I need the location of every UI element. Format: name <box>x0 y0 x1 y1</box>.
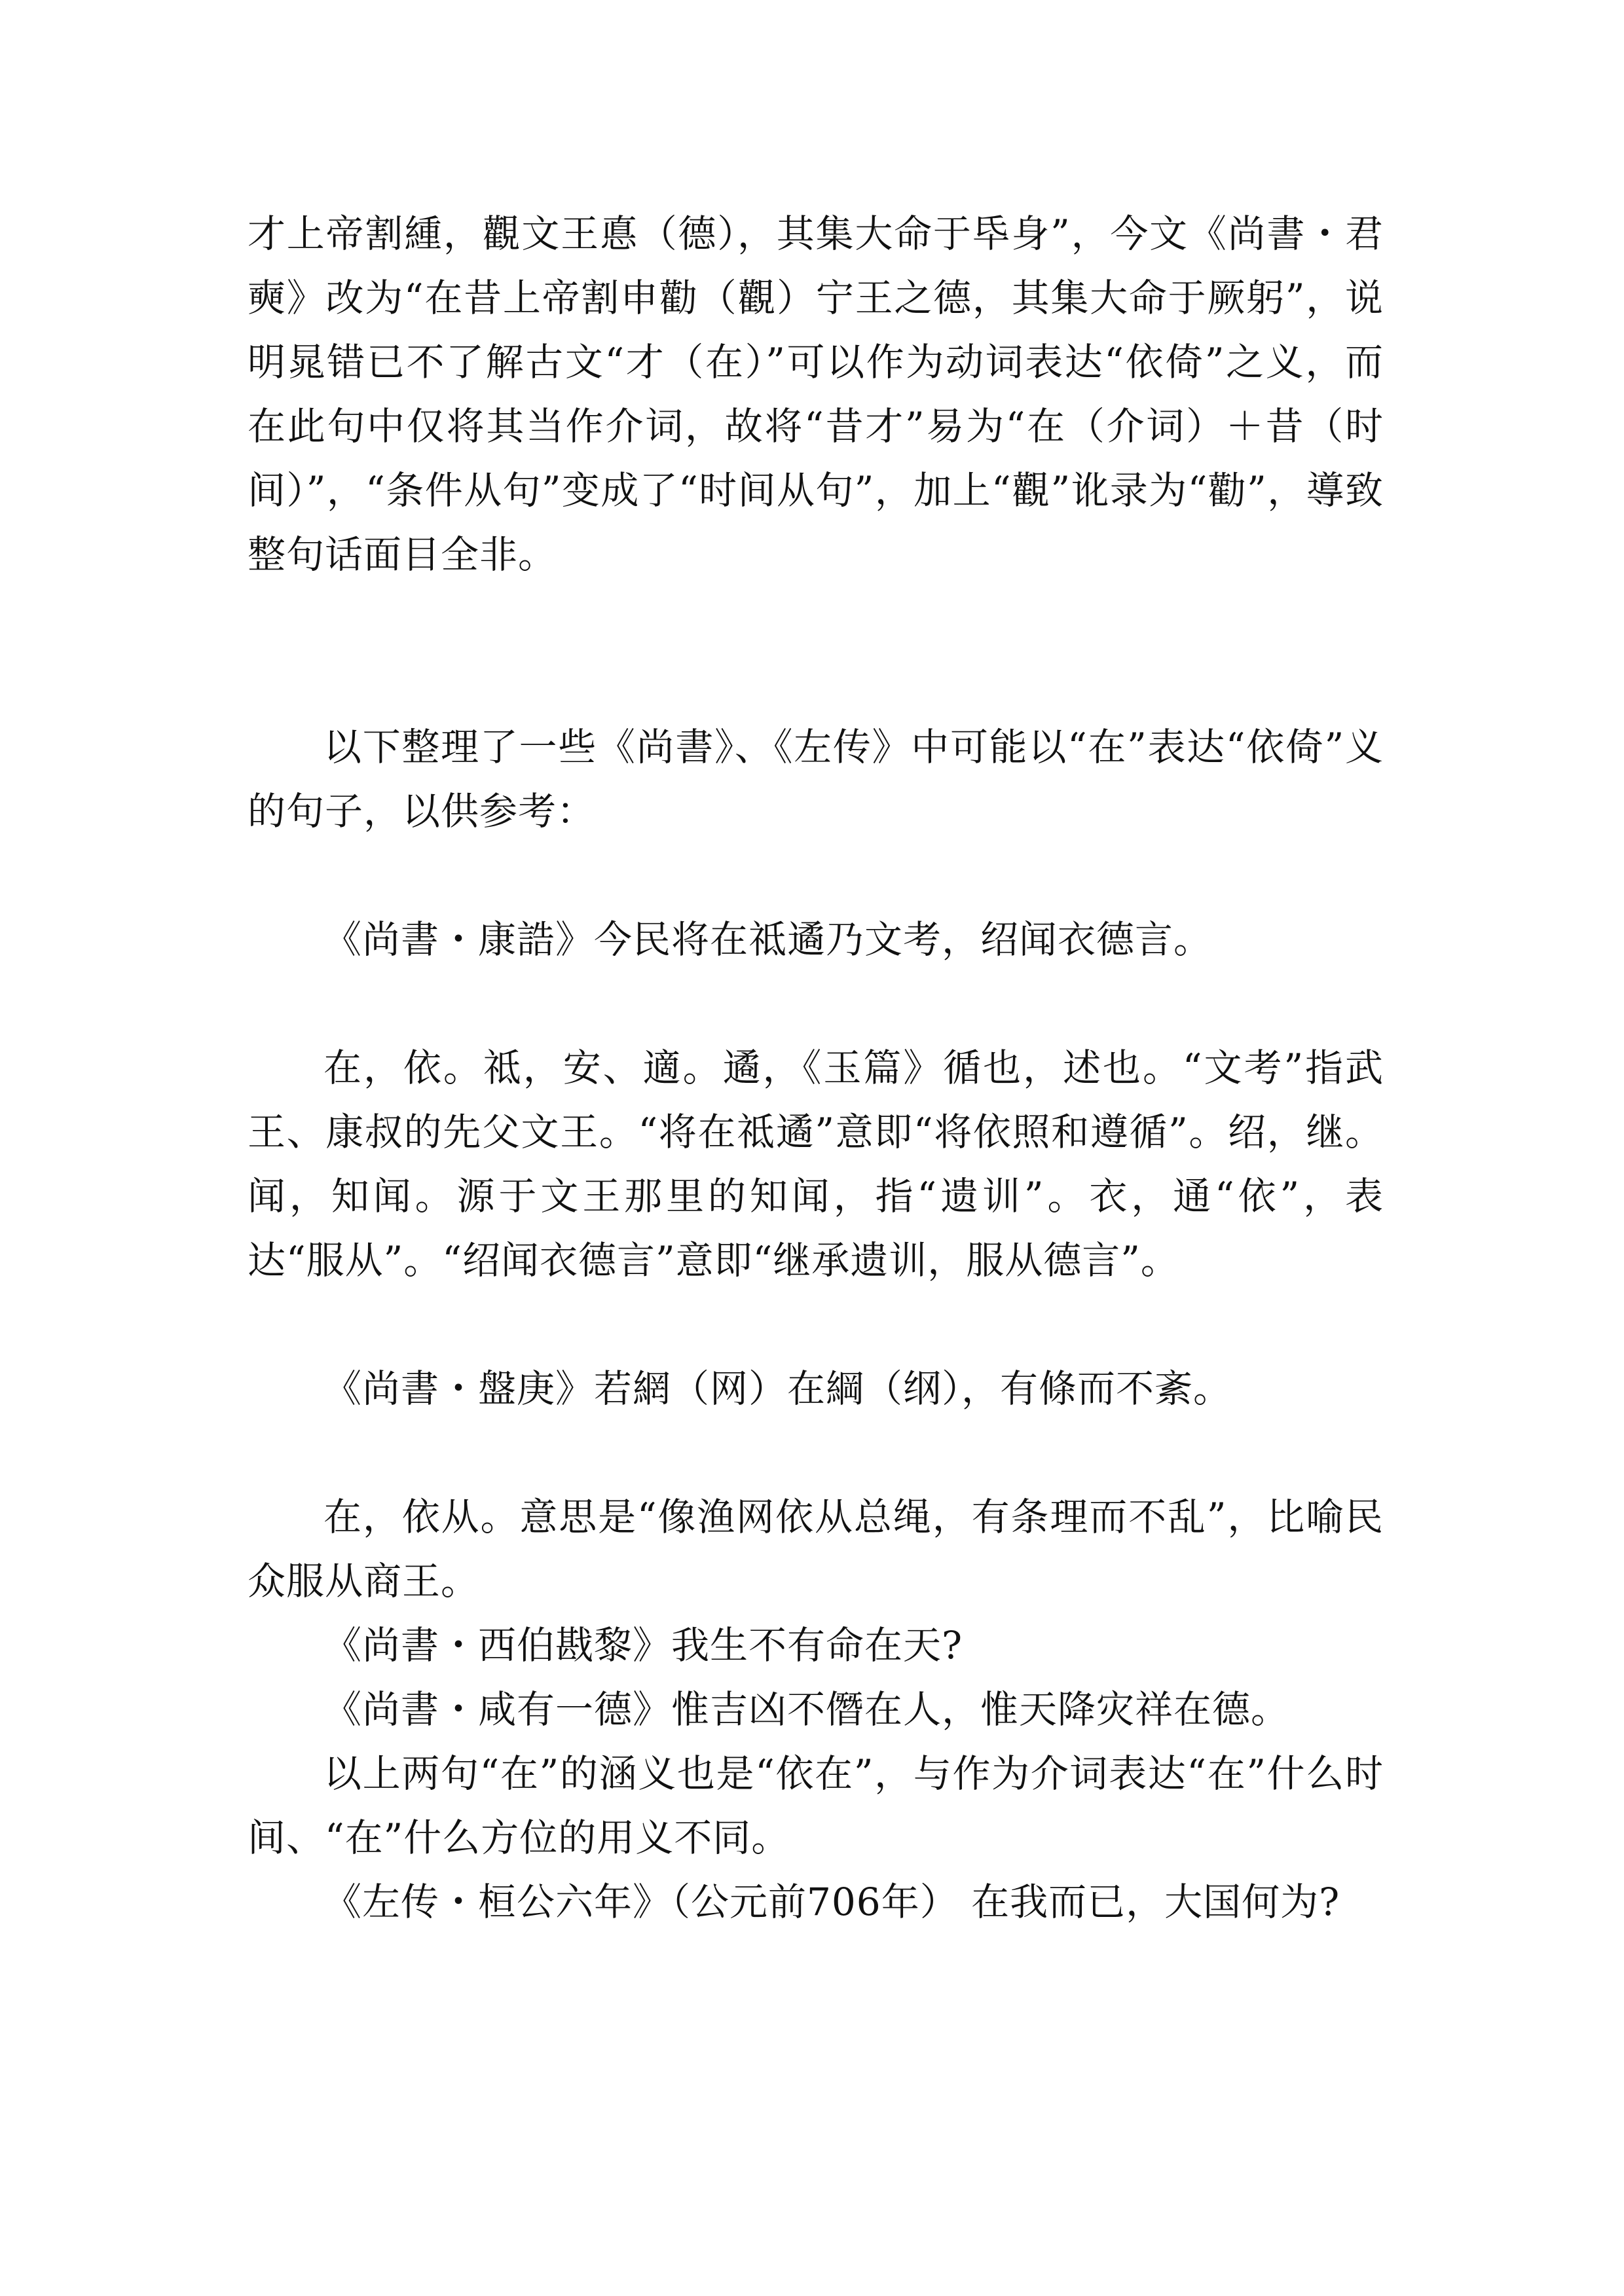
paragraph-summary: 以上两句“在”的涵义也是“依在”，与作为介词表达“在”什么时间、“在”什么方位的用义不同。 <box>248 1751 1384 1860</box>
quote-xianyoude: 《尚書・咸有一德》惟吉凶不僭在人，惟天降灾祥在德。 <box>323 1687 1290 1732</box>
quote-pangeng: 《尚書・盤庚》若網（网）在綱（纲），有條而不紊。 <box>323 1366 1232 1411</box>
quote-xibo: 《尚書・西伯戡黎》我生不有命在天? <box>323 1623 963 1667</box>
paragraph-kanggao-note: 在，依。祗，安、適。遹，《玉篇》循也，述也。“文考”指武王、康叔的先父文王。“将在祗遹”意即“将依照和遵循”。绍，继。闻，知闻。源于文王那里的知闻，指“遗训”。衣，通“依”，表达“服从”。“绍闻衣德言”意即“继承遗训，服从德言”。 <box>248 1046 1384 1283</box>
paragraph-pangeng-note: 在，依从。意思是“像渔网依从总绳，有条理而不乱”，比喻民众服从商王。 <box>248 1495 1384 1603</box>
quote-zuozhuan: 《左传・桓公六年》（公元前706年） 在我而已，大国何为? <box>323 1880 1340 1924</box>
paragraph-continuation: 才上帝割緟，觀文王悳（德），其集大命于氒身”，今文《尚書・君奭》改为“在昔上帝割申勸（觀）宁王之德，其集大命于厥躬”，说明晁错已不了解古文“才（在）”可以作为动词表达“依倚”之义，而在此句中仅将其当作介词，故将“昔才”易为“在（介词）＋昔（时间）”，“条件从句”变成了“时间从句”，加上“觀”讹录为“勸”，導致整句话面目全非。 <box>248 211 1384 577</box>
quote-kanggao: 《尚書・康誥》今民将在祗遹乃文考，绍闻衣德言。 <box>323 917 1213 962</box>
paragraph-intro: 以下整理了一些《尚書》、《左传》中可能以“在”表达“依倚”义的句子，以供参考： <box>248 725 1384 833</box>
